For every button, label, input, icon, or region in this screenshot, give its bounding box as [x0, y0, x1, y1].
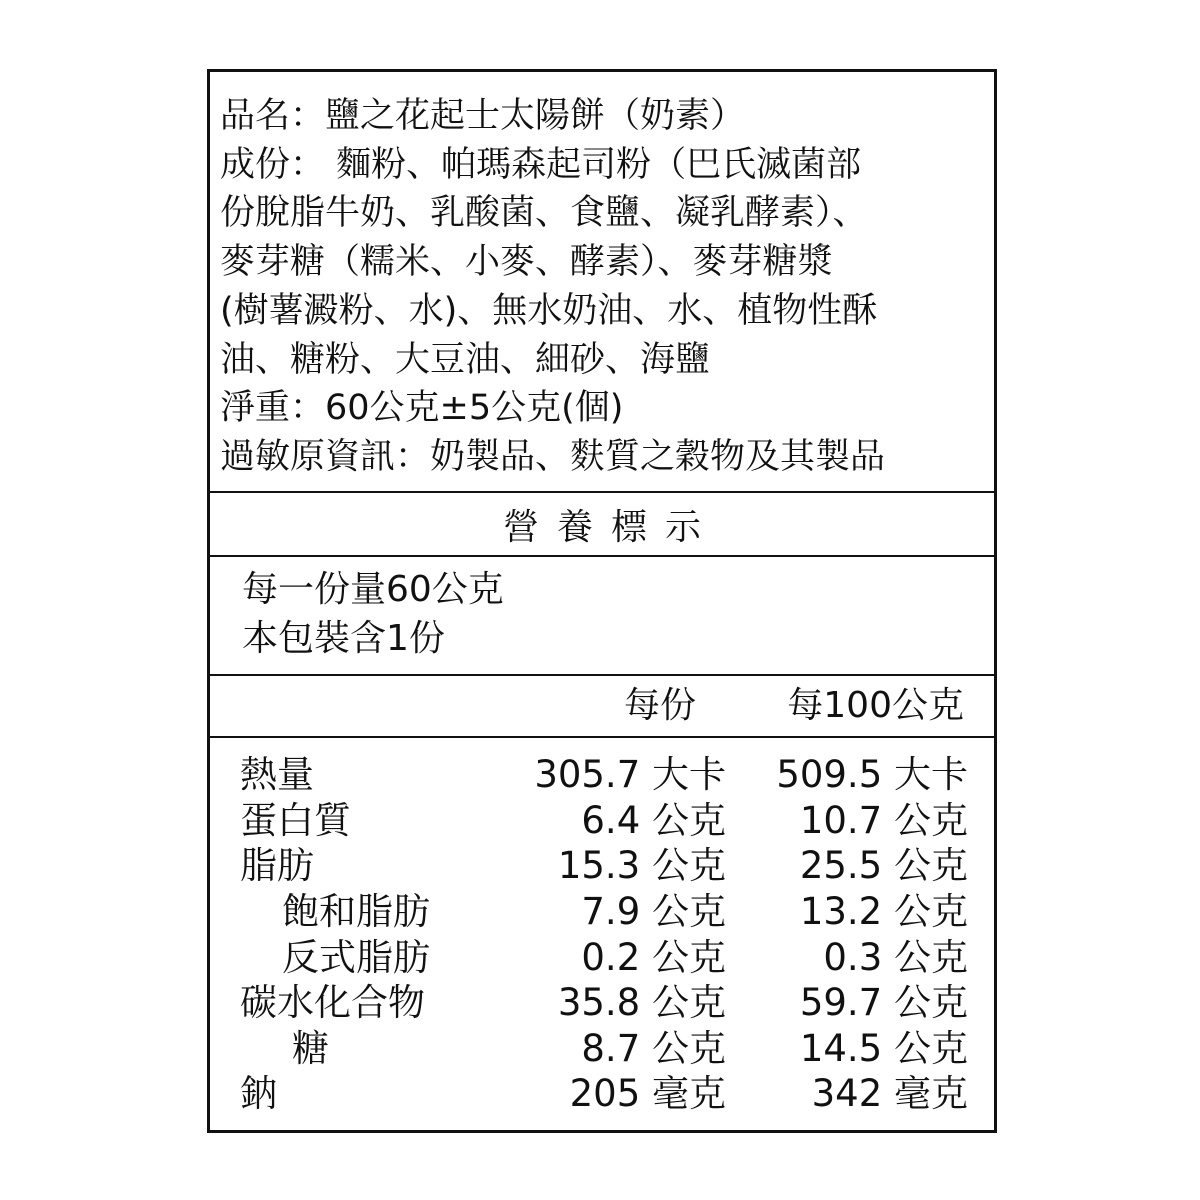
per-serving-value: 35.8 公克: [557, 981, 726, 1024]
nutrient-name: 反式脂肪: [282, 936, 430, 979]
serving-size: 每一份量60公克: [242, 569, 504, 610]
nutrient-name: 飽和脂肪: [282, 890, 430, 933]
nutrient-row: [210, 752, 994, 798]
column-header-per-serving: 每份: [623, 685, 696, 726]
nutrient-row: [210, 935, 994, 981]
nutrient-name: 糖: [292, 1027, 329, 1070]
per-serving-value: 205 毫克: [569, 1072, 726, 1115]
per-100g-value: 509.5 大卡: [776, 753, 968, 796]
per-serving-value: 8.7 公克: [581, 1027, 726, 1070]
per-serving-value: 0.2 公克: [581, 936, 726, 979]
serving-info: [210, 557, 994, 676]
nutrient-row: [210, 843, 994, 889]
column-header-row: [210, 678, 994, 738]
nutrient-name: 鈉: [240, 1072, 277, 1115]
per-serving-value: 305.7 大卡: [534, 753, 726, 796]
ingredients-line: 油、糖粉、大豆油、細砂、海鹽: [220, 339, 711, 380]
servings-per-pack: 本包裝含1份: [242, 618, 445, 659]
allergen-line: 過敏原資訊：奶製品、麩質之穀物及其製品: [220, 436, 886, 477]
per-serving-value: 15.3 公克: [557, 844, 726, 887]
nutrient-name: 蛋白質: [240, 799, 351, 842]
ingredients-line: 份脫脂牛奶、乳酸菌、食鹽、凝乳酵素）、: [220, 193, 868, 234]
per-serving-value: 6.4 公克: [581, 799, 726, 842]
per-100g-value: 59.7 公克: [799, 981, 968, 1024]
nutrient-row: [210, 1071, 994, 1117]
nutrition-title-row: [210, 493, 994, 557]
nutrient-row: [210, 798, 994, 844]
nutrient-name: 碳水化合物: [240, 981, 425, 1024]
product-name-line: 品名：鹽之花起士太陽餅（奶素）: [220, 96, 746, 136]
nutrient-row: [210, 980, 994, 1026]
ingredients-line: 成份： 麵粉、帕瑪森起司粉（巴氏滅菌部: [220, 144, 862, 185]
nutrition-label: [207, 69, 997, 1133]
per-serving-value: 7.9 公克: [581, 890, 726, 933]
per-100g-value: 342 毫克: [811, 1072, 968, 1115]
net-weight-line: 淨重：60公克±5公克(個): [220, 388, 624, 429]
nutrient-name: 熱量: [240, 753, 314, 796]
nutrient-name: 脂肪: [240, 844, 314, 887]
nutrient-row: [210, 1026, 994, 1072]
column-header-per-100g: 每100公克: [787, 685, 964, 726]
ingredients-line: (樹薯澱粉、水)、無水奶油、水、植物性酥: [220, 290, 878, 331]
ingredients-line: 麥芽糖（糯米、小麥、酵素）、麥芽糖漿: [220, 242, 833, 283]
per-100g-value: 0.3 公克: [823, 936, 968, 979]
nutrition-title: 營養標示: [502, 506, 719, 548]
per-100g-value: 10.7 公克: [799, 799, 968, 842]
per-100g-value: 25.5 公克: [799, 844, 968, 887]
nutrient-row: [210, 889, 994, 935]
product-info-section: [210, 72, 994, 493]
per-100g-value: 14.5 公克: [799, 1027, 968, 1070]
per-100g-value: 13.2 公克: [799, 890, 968, 933]
